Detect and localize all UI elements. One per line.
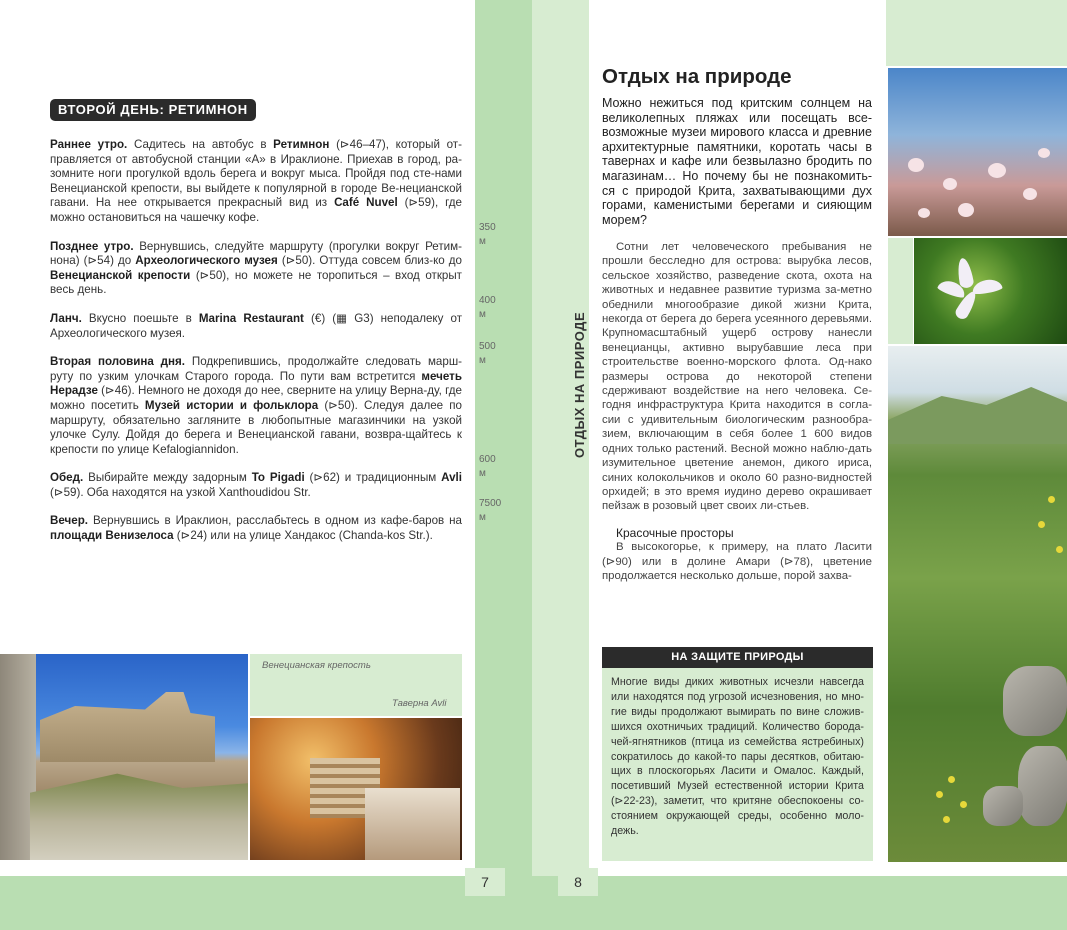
entry-label: Вечер. [50,514,89,528]
itinerary-entry [50,138,462,226]
body-text [602,240,872,583]
sidebar-box-text: Многие виды диких животных исчезли навсегда или находятся под угрозой исчезновения, но мно-гие виды продолжают вымирать по вине сложив-шихся охотничьих традиций. Количество борода-чей-ягнятников (птица из семейства ястребиных) сократилось до какой-то пары десятков, обитаю-щих в плоскогорьях Ласити и Омалос. Каждый, посетивший Музей естественной истории Крита (⊳22-23), заметит, что критяне обеспокоены со-стоянием окружающей среды, особенно моло-дежь. [602,668,873,861]
entry-text: Выбирайте между задорным [83,471,252,485]
entry-highlight: Avli [441,471,462,485]
itinerary-text [50,138,462,558]
entry-label: Обед. [50,471,84,485]
lead-paragraph: Можно нежиться под критским солнцем на великолепных пляжах или посещать все-возможные музеи мирового класса и древние архитектурные памятники, коротать часы в тавернах и кафе или безвылазно бродить по магазинам… Но почему бы не познакомить-ся с природой Крита, захватывающими дух горами, каменистыми берегами и сияющим морем? [602,96,872,227]
spine-left-band [475,0,532,876]
entry-highlight: площади Венизелоса [50,529,174,543]
entry-highlight: Café Nuvel [334,196,398,210]
entry-highlight: Венецианской крепости [50,268,191,282]
entry-text: (€) (▦ G3) неподалеку от Археологического музея. [50,311,463,340]
sidebar-box-heading: НА ЗАЩИТЕ ПРИРОДЫ [602,647,873,668]
tavern-caption: Таверна Avli [392,698,447,709]
itinerary-entry [50,355,462,457]
entry-text: (⊳46). Немного не доходя до нее, сверните на улицу Верна-ду, где можно посетить [50,384,462,412]
entry-text: (⊳50). Оттуда совсем близ-ко до [277,254,462,268]
entry-text: (⊳24) или на улице Хандакос (Chanda-kos Str.). [173,529,433,543]
tavern-photo [250,718,462,860]
itinerary-entry [50,514,462,543]
entry-text: Подкрепившись, продолжайте следовать марш-руту по узким улочкам Старого города. По пути вам встретится [50,355,462,383]
photo-spacer [888,238,913,344]
page-number-left: 7 [465,868,505,896]
blossom-photo [888,68,1067,236]
entry-highlight: мечеть Нерадзе [50,369,462,398]
entry-highlight: Музей истории и фольклора [144,398,319,412]
itinerary-entry [50,240,462,298]
page-title: Отдых на природе [602,65,792,88]
page-number-right: 8 [558,868,598,896]
elevation-marker: 600 м [479,454,496,479]
entry-text: Садитесь на автобус в [127,138,274,151]
meadow-photo [888,346,1067,862]
entry-text: (⊳50). Следуя далее по маршруту, обязательно загляните в любопытные магазинчики на узкой улочке Сулу. Дойдя до берега и Венецианской гавани, возвра-щайтесь к крепости по улице Kefalogiannidon. [50,398,462,456]
entry-label: Ланч. [50,311,82,325]
entry-text: (⊳50), но можете не торопиться – вход открыт весь день. [50,268,462,297]
top-right-band [886,0,1067,66]
day-badge: ВТОРОЙ ДЕНЬ: РЕТИМНОН [50,99,256,121]
wildflower-photo [914,238,1067,344]
entry-text: (⊳46–47), который от-правляется от автобусной станции «А» в Ираклионе. Приехав в город, ра-зомните ноги прогулкой вдоль берега и вокруг мыса. Пройдя под сте-нами Венецианской крепости, вы выйдете к популярной в городе Ве-нецианской гавани. На нее открывается прекрасный вид из [50,138,462,210]
entry-text: (⊳59). Оба находятся на узкой Xanthoudidou Str. [50,485,311,499]
entry-highlight: Marina Restaurant [198,311,304,325]
entry-text: Вернувшись в Ираклион, расслабьтесь в одном из кафе-баров на [88,514,462,528]
subheading: Красочные просторы [616,525,734,540]
elevation-marker: 350 м [479,222,496,247]
body-paragraph-2: В высокогорье, к примеру, на плато Ласити (⊳90) или в долине Амари (⊳78), цветение продолжается несколько дольше, порой захва- [602,541,872,582]
entry-label: Раннее утро. [50,138,128,151]
fortress-photo [0,654,248,860]
spine-section-title: ОТДЫХ НА ПРИРОДЕ [572,311,587,458]
elevation-marker: 400 м [479,295,496,320]
entry-text: (⊳62) и традиционным [304,471,442,485]
entry-highlight: To Pigadi [251,471,305,485]
entry-highlight: Археологического музея [135,254,278,268]
fortress-caption: Венецианская крепость [262,660,371,671]
body-paragraph: Сотни лет человеческого пребывания не прошли бесследно для острова: вырубка лесов, сельское хозяйство, разведение скота, охота на животных и недавнее развитие туризма за-метно обеднили многообразие дикой жизни Крита, некогда от берега до берега усеянного деревьями. Крупномасштабный ущерб острову нанесли венецианцы, активно вырубавшие леса при строительстве военно-морского флота. Од-нако размеры острова до некоторой степени сдерживают воздействие на него человека. Се-годня инфраструктура Крита находится в согла-сии с удивительным биологическим разнообра-зием, включающим в себя более 1 600 видов одних только растений. Весной можно наблю-дать изумительное цветение анемон, дикого ириса, синих колокольчиков и около 60 разно-видностей орхидей; в это время иудино дерево окрашивает пейзаж в розовый цвет своих ли-стьев. [602,241,872,513]
entry-highlight: Ретимнон [273,138,330,151]
entry-text: Вернувшись, следуйте маршруту (прогулки вокруг Ретим-нона) (⊳54) до [50,239,462,268]
itinerary-entry [50,471,462,500]
entry-text: (⊳59), где можно остановиться на чашечку кофе. [50,196,462,224]
bottom-band [0,876,1067,930]
elevation-marker: 7500 м [479,498,502,523]
entry-text: Вкусно поешьте в [81,311,199,325]
entry-label: Вторая половина дня. [50,355,185,369]
itinerary-entry [50,312,462,341]
elevation-marker: 500 м [479,341,496,366]
entry-label: Позднее утро. [50,239,134,253]
